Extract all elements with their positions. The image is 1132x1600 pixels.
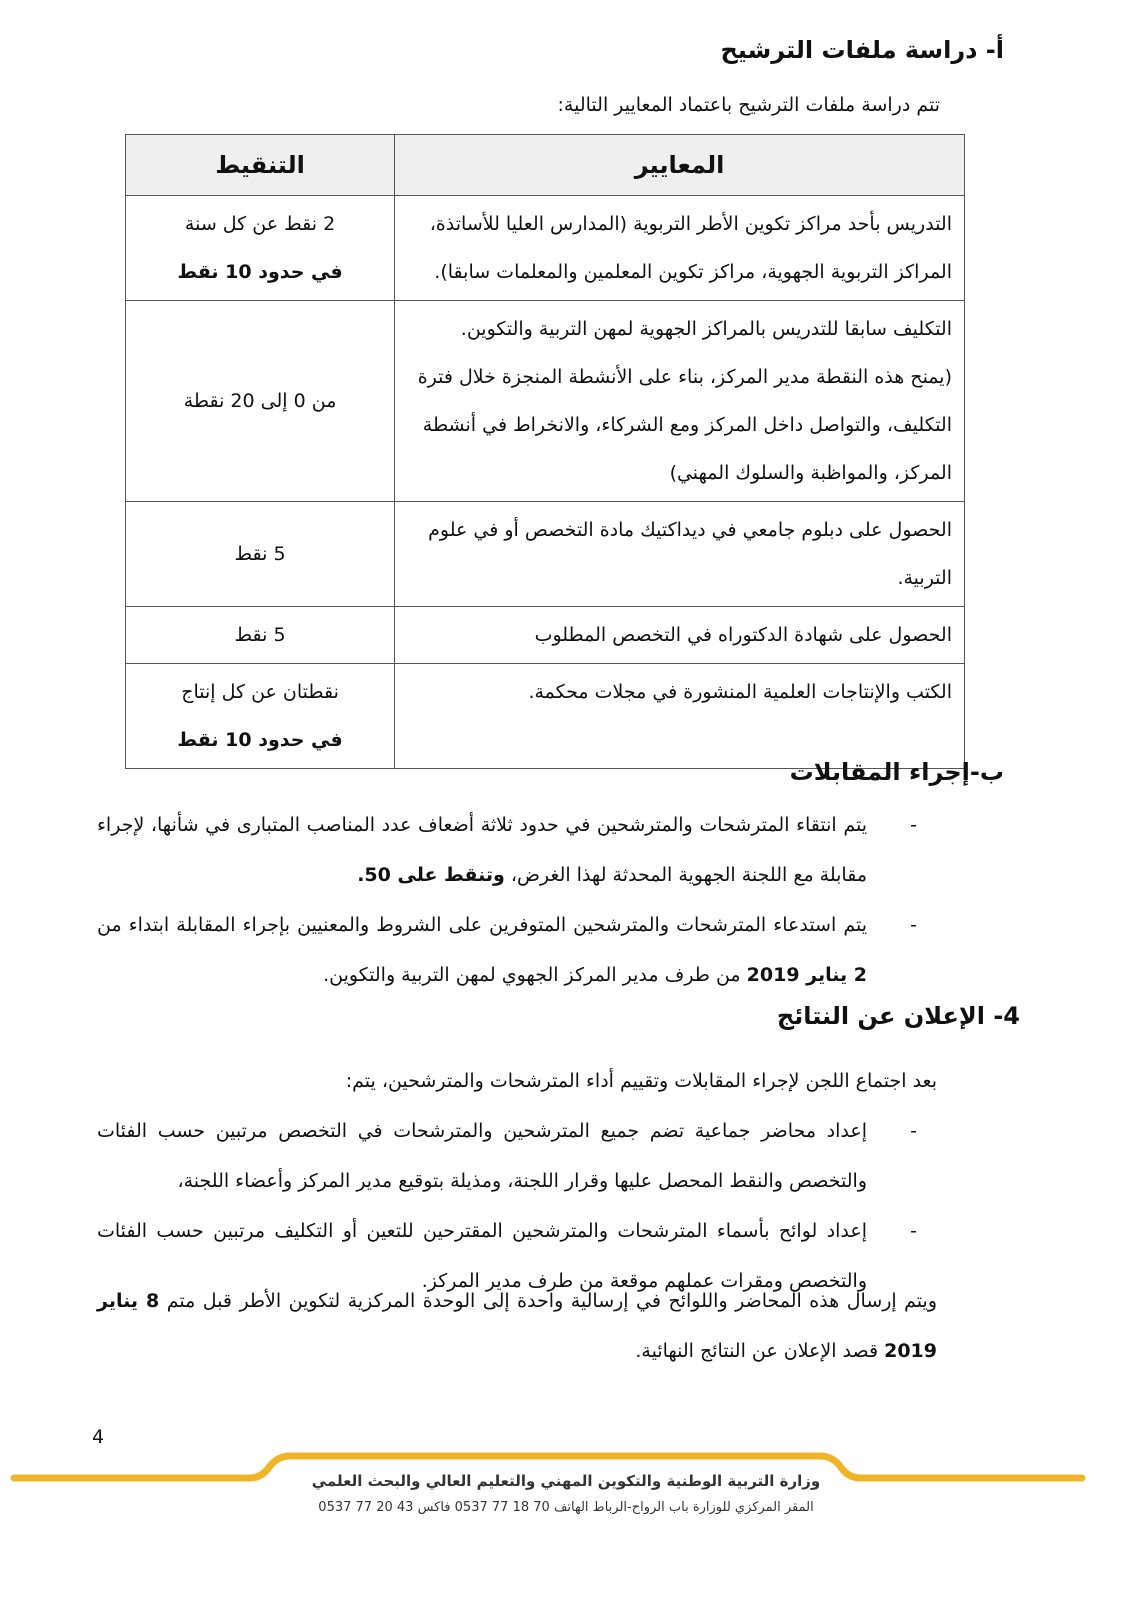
score-cell [126,607,395,664]
criterion-line: المركز، والمواظبة والسلوك المهني) [669,462,952,484]
score-line: في حدود 10 نقط [177,729,343,751]
criterion-cell [395,502,965,607]
score-cell [126,664,395,769]
bullet-dash: - [910,1220,917,1242]
closing-date: 8 يناير 2019 [97,1290,937,1362]
criterion-cell [395,607,965,664]
score-line: 5 نقط [234,624,286,646]
section-a-heading: أ- دراسة ملفات الترشيح [720,36,1004,64]
criterion-line: المراكز التربوية الجهوية، مراكز تكوين المعلمين والمعلمات سابقا). [434,261,952,283]
table-row [126,196,965,301]
list-item [97,1106,917,1206]
criterion-line: الحصول على شهادة الدكتوراه في التخصص المطلوب [534,624,952,646]
table-row [126,664,965,769]
closing-text: ويتم إرسال هذه المحاضر واللوائح في إرسالية واحدة إلى الوحدة المركزية لتكوين الأطر قبل متم [159,1290,938,1312]
criterion-line: الكتب والإنتاجات العلمية المنشورة في مجلات محكمة. [528,681,952,703]
table-row [126,301,965,502]
score-header: التنقيط [126,135,395,196]
criterion-cell [395,196,965,301]
section-b-list [97,800,917,1000]
section-b-heading: ب-إجراء المقابلات [789,758,1004,786]
score-line: نقطتان عن كل إنتاج [181,681,339,703]
footer-ministry: وزارة التربية الوطنية والتكوين المهني والتعليم العالي والبحث العلمي [311,1472,821,1490]
bullet-tail: من طرف مدير المركز الجهوي لمهن التربية والتكوين. [323,964,747,986]
bullet-dash: - [910,1120,917,1142]
bullet-text: إعداد محاضر جماعية تضم جميع المترشحين والمترشحات في التخصص مرتبين حسب الفئات والتخصص والنقط المحصل عليها وقرار اللجنة، ومذيلة بتوقيع مدير المركز وأعضاء اللجنة، [97,1120,867,1192]
score-line: في حدود 10 نقط [177,261,343,283]
score-cell [126,301,395,502]
bullet-dash: - [910,814,917,836]
criteria-header: المعايير [395,135,965,196]
table-header-row [126,135,965,196]
score-line: 5 نقط [234,543,286,565]
bullet-text: إعداد لوائح بأسماء المترشحات والمترشحين المقترحين للتعين أو التكليف مرتبين حسب الفئات والتخصص ومقرات عملهم موقعة من طرف مدير المركز. [97,1220,867,1292]
criteria-table [125,134,965,769]
list-item [97,800,917,900]
bullet-bold: 2 يناير 2019 [746,964,867,986]
section-4-closing [97,1276,937,1376]
closing-tail: قصد الإعلان عن النتائج النهائية. [635,1340,885,1362]
score-cell [126,196,395,301]
bullet-text: يتم انتقاء المترشحات والمترشحين في حدود ثلاثة أضعاف عدد المناصب المتبارى في شأنها، لإجراء مقابلة مع اللجنة الجهوية المحدثة لهذا الغرض، [97,814,867,886]
criterion-line: التكليف سابقا للتدريس بالمراكز الجهوية لمهن التربية والتكوين. [460,318,952,340]
list-item [97,900,917,1000]
bullet-text: يتم استدعاء المترشحات والمترشحين المتوفرين على الشروط والمعنيين بإجراء المقابلة ابتداء من [97,914,867,936]
section-4-heading: 4- الإعلان عن النتائج [776,1002,1020,1030]
page-number: 4 [92,1426,105,1448]
section-a-intro: تتم دراسة ملفات الترشيح باعتماد المعايير التالية: [557,94,940,116]
criterion-line: التدريس بأحد مراكز تكوين الأطر التربوية (المدارس العليا للأساتذة، [429,213,952,235]
table-row [126,502,965,607]
section-4-intro: بعد اجتماع اللجن لإجراء المقابلات وتقييم أداء المترشحات والمترشحين، يتم: [345,1070,937,1092]
criterion-cell [395,301,965,502]
criterion-line: (يمنح هذه النقطة مدير المركز، بناء على الأنشطة المنجزة خلال فترة [417,366,952,388]
score-line: 2 نقط عن كل سنة [184,213,336,235]
footer-address: المقر المركزي للوزارة باب الرواح-الرباط الهاتف 70 18 77 0537 فاكس 43 20 77 0537 [318,1500,814,1515]
bullet-dash: - [910,914,917,936]
criterion-line: التكليف، والتواصل داخل المركز ومع الشركاء، والانخراط في أنشطة [422,414,952,436]
criterion-cell [395,664,965,769]
score-cell [126,502,395,607]
criterion-line: الحصول على دبلوم جامعي في ديداكتيك مادة التخصص أو في علوم [428,519,952,541]
table-row [126,607,965,664]
criterion-line: التربية. [897,567,952,589]
score-line: من 0 إلى 20 نقطة [183,390,337,412]
bullet-bold: وتنقط على 50. [357,864,505,886]
